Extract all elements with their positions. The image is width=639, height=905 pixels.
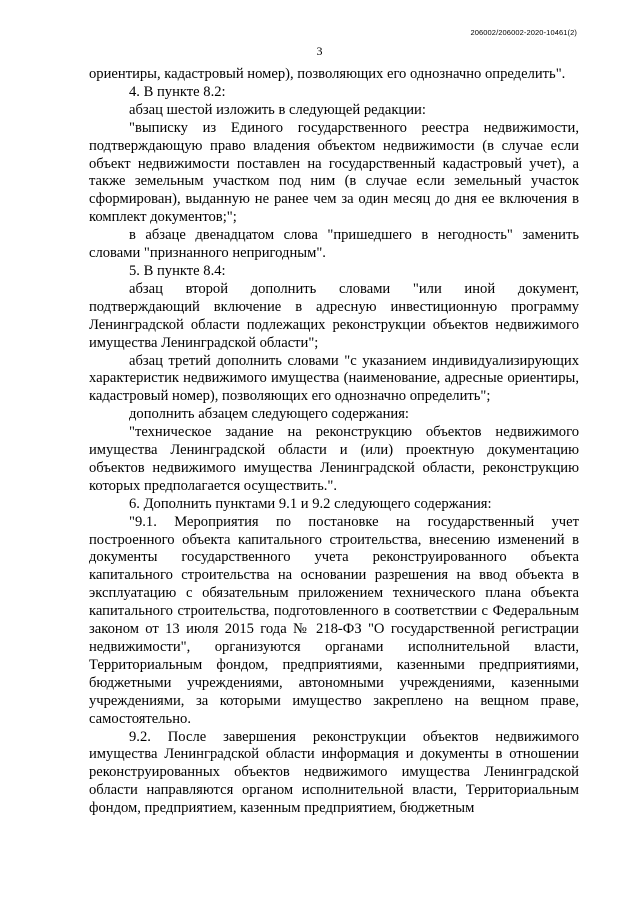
paragraph: "выписку из Единого государственного реестра недвижимости, подтверждающую право владения объектом недвижимости (в случае если объект недвижимости поставлен на государственный кадастровый учет), а также земельным участком под ним (в случае если земельный участок сформирован), выданную не ранее чем за один месяц до дня ее включения в комплект документов;"; (89, 119, 579, 226)
paragraph: 9.2. После завершения реконструкции объектов недвижимого имущества Ленинградской области информация и документы в отношении реконструированных объектов недвижимого имущества Ленинградской области направляются органом исполнительной власти, Территориальным фондом, предприятием, казенным предприятием, бюджетным (89, 728, 579, 817)
paragraph: "9.1. Мероприятия по постановке на государственный учет построенного объекта капитального строительства, внесению изменений в документы государственного учета реконструированного объекта капитального строительства на основании разрешения на ввод объекта в эксплуатацию с обязательным приложением технического плана объекта капитального строительства, подготовленного в соответствии с Федеральным законом от 13 июля 2015 года № 218-ФЗ "О государственной регистрации недвижимости", организуются органами исполнительной власти, Территориальным фондом, предприятиями, казенными предприятиями, бюджетными учреждениями, автономными учреждениями, казенными учреждениями, за которыми имущество закреплено на вещном праве, самостоятельно. (89, 513, 579, 727)
paragraph: абзац второй дополнить словами "или иной документ, подтверждающий включение в адресную инвестиционную программу Ленинградской области подлежащих реконструкции объектов недвижимого имущества Ленинградской области"; (89, 280, 579, 351)
paragraph: "техническое задание на реконструкцию объектов недвижимого имущества Ленинградской области и (или) проектную документацию объектов недвижимого имущества Ленинградской области, реконструкцию которых предполагается осуществить.". (89, 424, 579, 494)
paragraph: в абзаце двенадцатом слова "пришедшего в негодность" заменить словами "признанного непригодным". (89, 227, 579, 262)
paragraph: абзац третий дополнить словами "с указанием индивидуализирующих характеристик недвижимого имущества (наименование, адресные ориентиры, кадастровый номер), позволяющих его однозначно определить"; (89, 352, 579, 405)
paragraph: дополнить абзацем следующего содержания: (129, 406, 409, 423)
paragraph: абзац шестой изложить в следующей редакции: (129, 101, 426, 118)
paragraph: 5. В пункте 8.4: (129, 262, 226, 279)
document-body (89, 66, 579, 818)
document-id: 206002/206002-2020-10461(2) (470, 28, 577, 37)
paragraph: 6. Дополнить пунктами 9.1 и 9.2 следующего содержания: (129, 495, 492, 512)
page-number: 3 (316, 44, 323, 58)
paragraph: 4. В пункте 8.2: (129, 83, 226, 100)
paragraph: ориентиры, кадастровый номер), позволяющих его однозначно определить". (89, 66, 566, 82)
